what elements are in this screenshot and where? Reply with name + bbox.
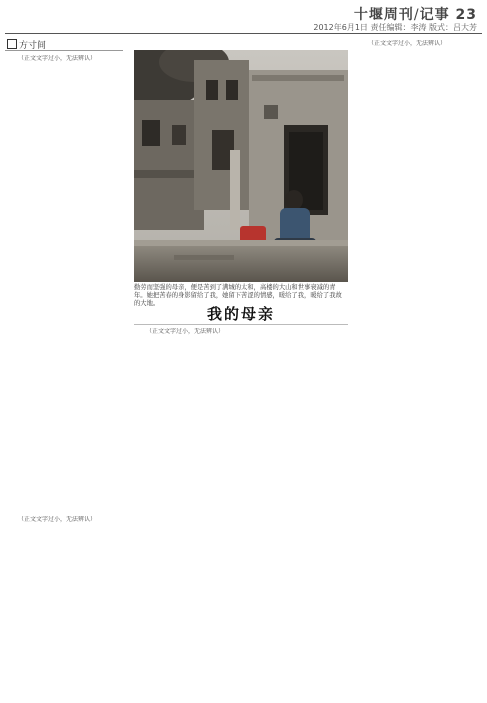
page-number: 23 [455,7,477,23]
article-photo [134,50,348,282]
page-header-title [354,4,477,24]
header-separator: / [413,7,420,23]
left-column-text: （正文文字过小，无法辨认） [18,55,97,62]
photo-graphic [134,50,348,282]
article-body-text: （正文文字过小，无法辨认） [146,328,225,335]
article-body [134,328,348,695]
section-rule [5,50,123,51]
header-rule [5,33,482,34]
square-icon [7,39,17,49]
bottom-left-column [6,516,126,696]
paper-name: 十堰周刊 [353,7,414,23]
right-column-text: （正文文字过小，无法辨认） [368,40,447,47]
photo-caption: 勤劳而坚强的母亲，便是苦到了满城的太和，高楼的大山和世事衰减的青年。她把苦春的身影留给了我，她留下苦涩的情感，暖给了我，暖给了我故的大地。 [134,284,342,307]
article-headline: 我的母亲 [206,305,275,323]
right-column [356,40,481,695]
left-column [6,55,126,513]
bottom-left-column-text: （正文文字过小，无法辨认） [18,516,97,523]
section-tag-label: 方寸间 [19,41,47,51]
headline-rule [134,324,348,325]
header-info: 2012年6月1日 责任编辑：李涛 版式：吕大芳 [313,23,477,32]
section-name: 记事 [419,7,450,23]
